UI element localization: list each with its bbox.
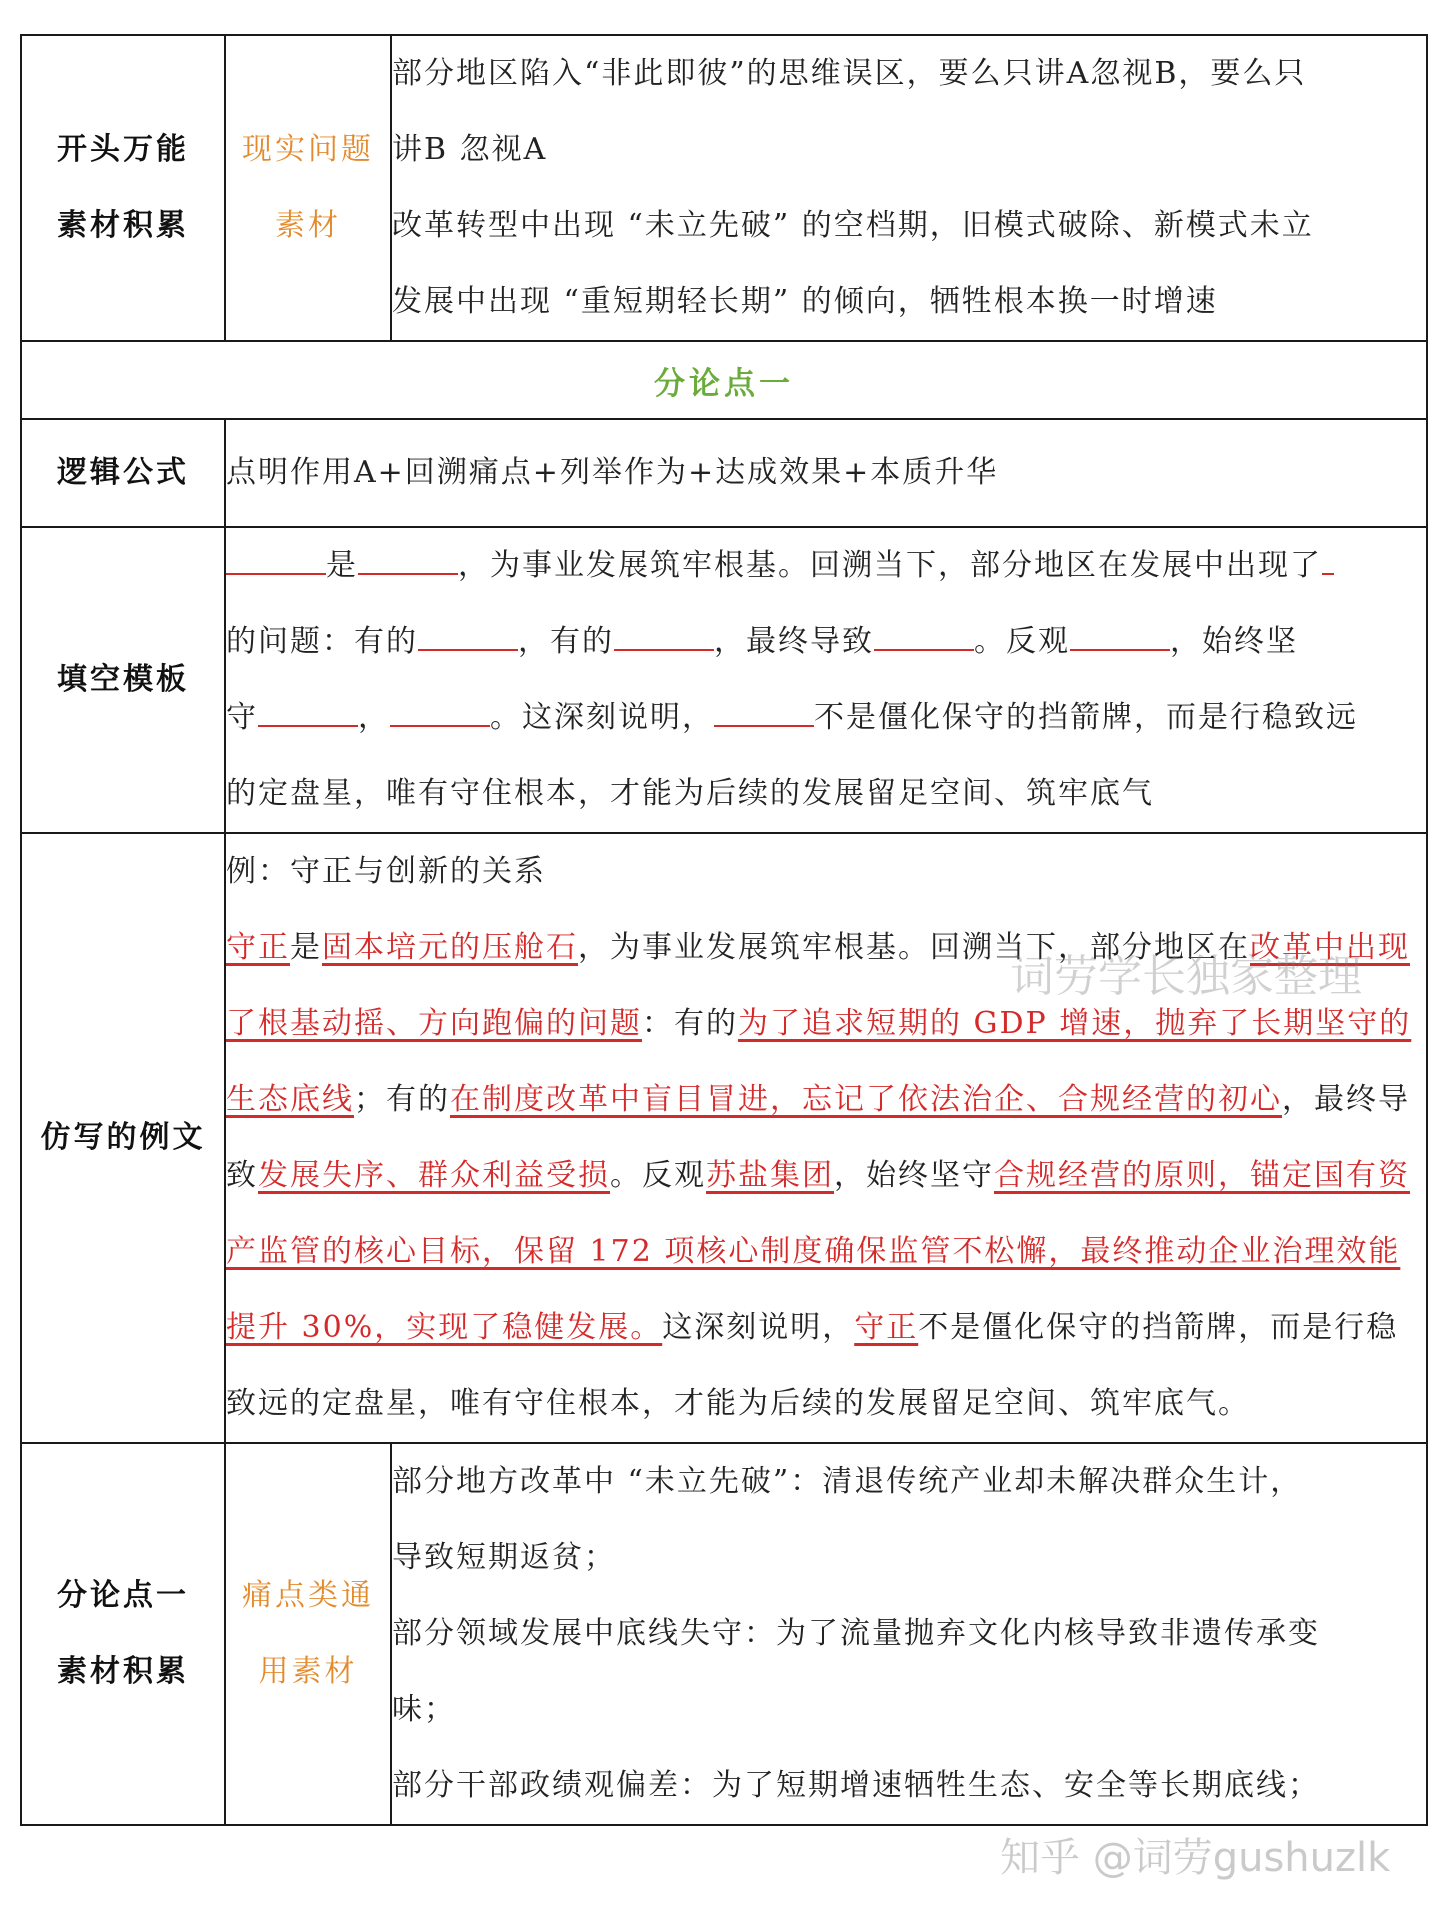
- content-line: 部分干部政绩观偏差：为了短期增速牺牲生态、安全等长期底线；: [392, 1768, 1320, 1803]
- blank: [390, 695, 490, 727]
- example-text: 这深刻说明，: [662, 1310, 855, 1345]
- notes-table: [20, 34, 1428, 1826]
- example-essay-content: [225, 833, 1427, 1443]
- blank: [258, 695, 358, 727]
- example-essay-row: [21, 833, 1427, 1443]
- template-text: ，最终导致: [714, 624, 874, 659]
- template-text: ，: [358, 700, 390, 735]
- watermark-text: 知乎 @词劳gushuzlk: [1000, 1835, 1391, 1881]
- point-one-material-label: [21, 1443, 225, 1825]
- example-text: ，为事业发展筑牢根基。回溯当下，部分地区在: [578, 930, 1250, 965]
- example-text: ，最终导致: [226, 1082, 1410, 1193]
- logic-formula-label: 逻辑公式: [21, 419, 225, 527]
- template-text: 不是僵化保守的挡箭牌，而是行稳致远: [814, 700, 1358, 735]
- section-header-row: [21, 341, 1427, 419]
- template-text: ，始终坚: [1170, 624, 1298, 659]
- opening-material-content: [391, 35, 1427, 341]
- example-text: 不是僵化保守的挡箭牌，而是行稳致远的定盘星，唯有守住根本，才能为后续的发展留足空间、筑牢底气。: [226, 1310, 1399, 1421]
- content-line: 导致短期返贫；: [392, 1540, 616, 1575]
- example-highlight: 发展失序、群众利益受损: [258, 1158, 610, 1193]
- sublabel-line: 痛点类通: [242, 1578, 374, 1613]
- blank: [358, 543, 458, 575]
- template-text: 。反观: [974, 624, 1070, 659]
- label-line: 开头万能: [57, 132, 189, 167]
- template-text: 。这深刻说明，: [490, 700, 714, 735]
- fill-template-content: [225, 527, 1427, 833]
- section-title: 分论点一: [21, 341, 1427, 419]
- template-text: 的定盘星，唯有守住根本，才能为后续的发展留足空间、筑牢底气: [226, 776, 1154, 811]
- point-one-material-content: [391, 1443, 1427, 1825]
- template-text: ，为事业发展筑牢根基。回溯当下，部分地区在发展中出现了: [458, 548, 1322, 583]
- content-line: 讲B 忽视A: [392, 132, 548, 167]
- example-text: ，始终坚守: [834, 1158, 994, 1193]
- watermark-text: 词劳学长独家整理: [1010, 951, 1362, 1002]
- example-text: 是: [290, 930, 322, 965]
- example-text: 。反观: [610, 1158, 706, 1193]
- content-line: 部分领域发展中底线失守：为了流量抛弃文化内核导致非遗传承变: [392, 1616, 1320, 1651]
- label-line: 素材积累: [57, 208, 189, 243]
- blank: [1070, 619, 1170, 651]
- label-line: 分论点一: [57, 1578, 189, 1613]
- example-essay-label: 仿写的例文: [21, 833, 225, 1443]
- blank: [1322, 543, 1334, 575]
- fill-template-row: [21, 527, 1427, 833]
- opening-material-label: [21, 35, 225, 341]
- template-text: 的问题：有的: [226, 624, 418, 659]
- label-line: 素材积累: [57, 1654, 189, 1689]
- reality-problem-sublabel: [225, 35, 391, 341]
- blank: [714, 695, 814, 727]
- template-text: ，有的: [518, 624, 614, 659]
- blank: [614, 619, 714, 651]
- sublabel-line: 用素材: [258, 1654, 358, 1689]
- example-highlight: 合规经营的原则，锚定国有资产监管的核心目标，保留 172 项核心制度确保监管不松懈，最终推动企业治理效能提升 30%，实现了稳健发展。: [226, 1158, 1410, 1345]
- content-line: 味；: [392, 1692, 456, 1727]
- example-text: ：有的: [642, 1006, 738, 1041]
- example-highlight: 守正: [226, 930, 290, 965]
- template-text: 是: [326, 548, 358, 583]
- sublabel-line: 素材: [275, 208, 341, 243]
- content-line: 部分地方改革中 “未立先破”：清退传统产业却未解决群众生计，: [392, 1464, 1303, 1499]
- example-highlight: 固本培元的压舱石: [322, 930, 578, 965]
- opening-material-row: [21, 35, 1427, 341]
- sublabel-line: 现实问题: [242, 132, 374, 167]
- blank: [226, 543, 326, 575]
- blank: [874, 619, 974, 651]
- logic-formula-content: 点明作用A+回溯痛点+列举作为+达成效果+本质升华: [225, 419, 1427, 527]
- blank: [418, 619, 518, 651]
- example-highlight: 改革中出现了根基动摇、方向跑偏的问题: [226, 930, 1410, 1041]
- template-text: 守: [226, 700, 258, 735]
- example-highlight: 守正: [854, 1310, 919, 1345]
- fill-template-label: 填空模板: [21, 527, 225, 833]
- pain-point-sublabel: [225, 1443, 391, 1825]
- content-line: 部分地区陷入“非此即彼”的思维误区，要么只讲A忽视B，要么只: [392, 56, 1307, 91]
- example-text: ；有的: [354, 1082, 450, 1117]
- example-highlight: 在制度改革中盲目冒进，忘记了依法治企、合规经营的初心: [450, 1082, 1282, 1117]
- point-one-material-row: [21, 1443, 1427, 1825]
- logic-formula-row: [21, 419, 1427, 527]
- example-highlight: 苏盐集团: [706, 1158, 834, 1193]
- example-intro: 例：守正与创新的关系: [226, 854, 546, 889]
- content-line: 改革转型中出现 “未立先破” 的空档期，旧模式破除、新模式未立: [392, 208, 1314, 243]
- content-line: 发展中出现 “重短期轻长期” 的倾向，牺牲根本换一时增速: [392, 284, 1218, 319]
- example-highlight: 为了追求短期的 GDP 增速，抛弃了长期坚守的生态底线: [226, 1006, 1412, 1117]
